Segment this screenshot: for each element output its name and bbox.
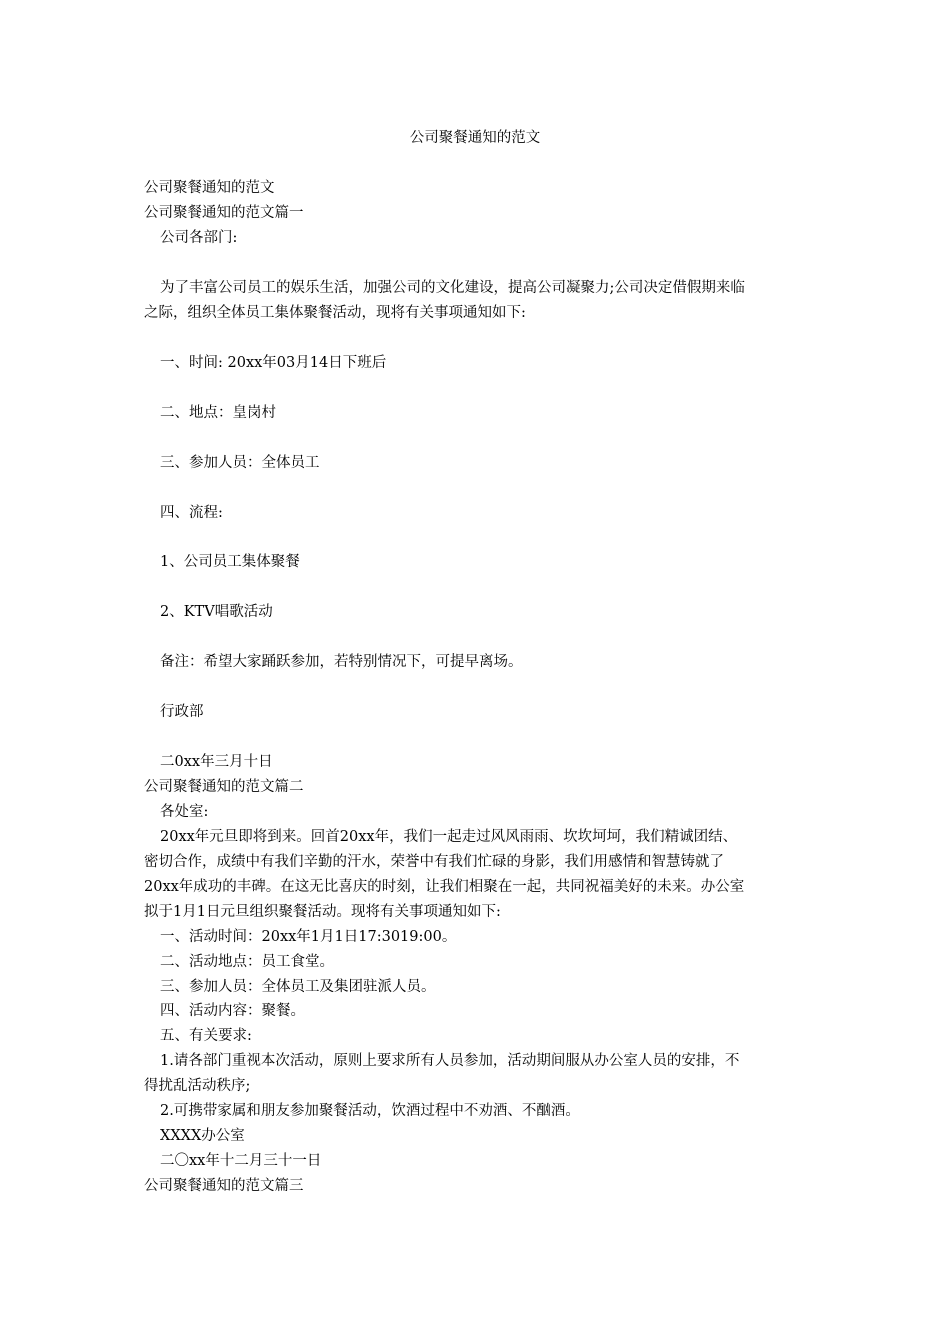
section2-item4: 四、活动内容：聚餐。 bbox=[160, 1003, 305, 1019]
section2-item1: 一、活动时间：20xx年1月1日17:3019:00。 bbox=[160, 929, 457, 945]
section1-salutation: 公司各部门: bbox=[160, 230, 238, 246]
document-heading: 公司聚餐通知的范文 bbox=[144, 180, 275, 196]
section1-date: 二0xx年三月十日 bbox=[160, 754, 273, 770]
section1-signature: 行政部 bbox=[160, 704, 204, 720]
section1-process: 四、流程: bbox=[160, 505, 223, 521]
section2-signature: XXXX办公室 bbox=[160, 1128, 245, 1144]
section2-req1-line2: 得扰乱活动秩序; bbox=[144, 1078, 251, 1094]
section1-note: 备注：希望大家踊跃参加，若特别情况下，可提早离场。 bbox=[160, 654, 523, 670]
section2-item3: 三、参加人员：全体员工及集团驻派人员。 bbox=[160, 979, 436, 995]
section2-date: 二〇xx年十二月三十一日 bbox=[160, 1153, 322, 1169]
section2-body-line4: 拟于1月1日元旦组织聚餐活动。现将有关事项通知如下: bbox=[144, 904, 501, 920]
section2-req2: 2.可携带家属和朋友参加聚餐活动，饮酒过程中不劝酒、不酗酒。 bbox=[160, 1103, 580, 1119]
section2-body-line2: 密切合作，成绩中有我们辛勤的汗水，荣誉中有我们忙碌的身影，我们用感情和智慧铸就了 bbox=[144, 854, 724, 870]
section3-heading: 公司聚餐通知的范文篇三 bbox=[144, 1178, 304, 1194]
section2-req1-line1: 1.请各部门重视本次活动，原则上要求所有人员参加，活动期间服从办公室人员的安排，不 bbox=[160, 1053, 740, 1069]
section2-body-line1: 20xx年元旦即将到来。回首20xx年，我们一起走过风风雨雨、坎坎坷坷，我们精诚团结、 bbox=[160, 829, 738, 845]
section1-place: 二、地点：皇岗村 bbox=[160, 405, 276, 421]
section2-body-line3: 20xx年成功的丰碑。在这无比喜庆的时刻，让我们相聚在一起，共同祝福美好的未来。办公室 bbox=[144, 879, 745, 895]
section1-participants: 三、参加人员：全体员工 bbox=[160, 455, 320, 471]
section2-item2: 二、活动地点：员工食堂。 bbox=[160, 954, 334, 970]
section2-item5: 五、有关要求: bbox=[160, 1028, 252, 1044]
document-title: 公司聚餐通知的范文 bbox=[409, 130, 541, 146]
section1-heading: 公司聚餐通知的范文篇一 bbox=[144, 205, 304, 221]
section1-intro-line2: 之际，组织全体员工集体聚餐活动，现将有关事项通知如下: bbox=[144, 305, 526, 321]
section1-step1: 1、公司员工集体聚餐 bbox=[160, 554, 300, 570]
section2-salutation: 各处室: bbox=[160, 804, 209, 820]
section1-time: 一、时间: 20xx年03月14日下班后 bbox=[160, 355, 387, 371]
section1-intro-line1: 为了丰富公司员工的娱乐生活，加强公司的文化建设，提高公司凝聚力;公司决定借假期来临 bbox=[160, 280, 745, 296]
section2-heading: 公司聚餐通知的范文篇二 bbox=[144, 779, 304, 795]
section1-step2: 2、KTV唱歌活动 bbox=[160, 604, 273, 620]
